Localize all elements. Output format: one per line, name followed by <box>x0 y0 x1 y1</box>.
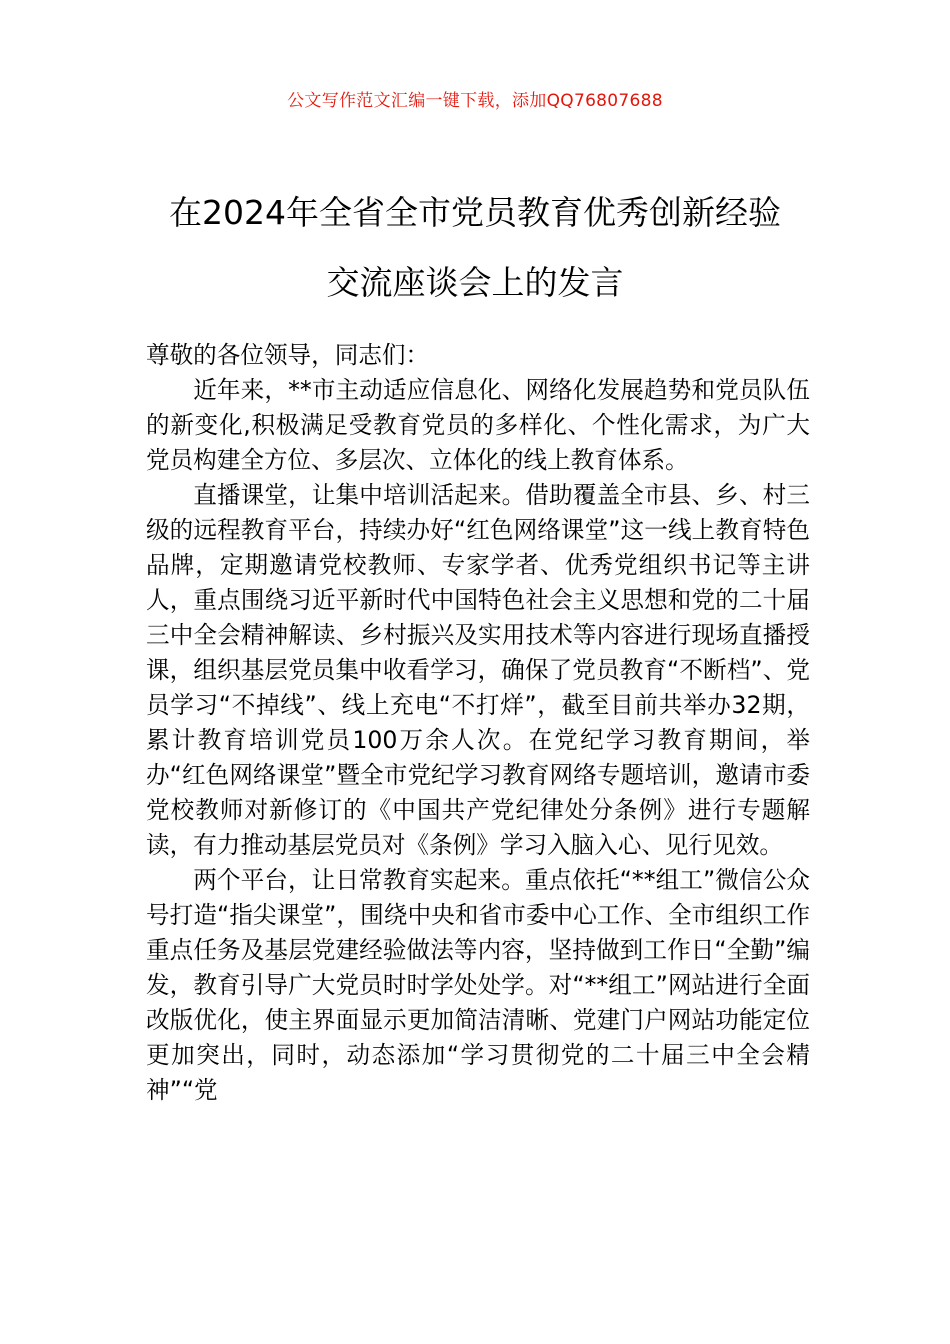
download-banner: 公文写作范文汇编一键下载，添加QQ76807688 <box>287 91 663 111</box>
paragraph-3: 两个平台，让日常教育实起来。重点依托“**组工”微信公众号打造“指尖课堂”，围绕中央和省市委中心工作、全市组织工作重点任务及基层党建经验做法等内容，坚持做到工作日“全勤”编发，教育引导广大党员时时学处处学。对“**组工”网站进行全面改版优化，使主界面显示更加简洁清晰、党建门户网站功能定位更加突出，同时，动态添加“学习贯彻党的二十届三中全会精神”“党 <box>146 866 810 1104</box>
title-line-1: 在2024年全省全市党员教育优秀创新经验 <box>169 193 781 232</box>
title-line-2: 交流座谈会上的发言 <box>326 263 624 302</box>
document-title <box>0 178 950 318</box>
salutation: 尊敬的各位领导，同志们： <box>146 341 430 369</box>
paragraph-1: 近年来，**市主动适应信息化、网络化发展趋势和党员队伍的新变化,积极满足受教育党员的多样化、个性化需求，为广大党员构建全方位、多层次、立体化的线上教育体系。 <box>146 376 810 474</box>
paragraph-2: 直播课堂，让集中培训活起来。借助覆盖全市县、乡、村三级的远程教育平台，持续办好“红色网络课堂”这一线上教育特色品牌，定期邀请党校教师、专家学者、优秀党组织书记等主讲人，重点围绕习近平新时代中国特色社会主义思想和党的二十届三中全会精神解读、乡村振兴及实用技术等内容进行现场直播授课，组织基层党员集中收看学习，确保了党员教育“不断档”、党员学习“不掉线”、线上充电“不打烊”，截至目前共举办32期，累计教育培训党员100万余人次。在党纪学习教育期间，举办“红色网络课堂”暨全市党纪学习教育网络专题培训，邀请市委党校教师对新修订的《中国共产党纪律处分条例》进行专题解读，有力推动基层党员对《条例》学习入脑入心、见行见效。 <box>146 481 810 859</box>
document-body <box>146 338 810 1108</box>
